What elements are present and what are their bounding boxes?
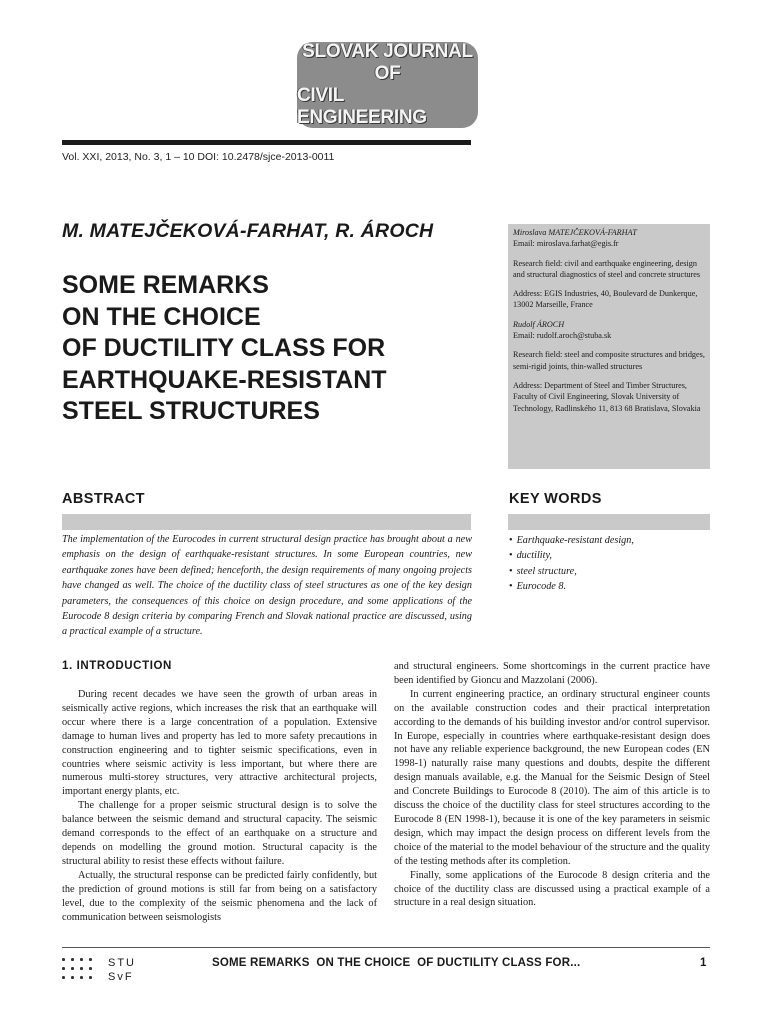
author1-email: Email: miroslava.farhat@egis.fr [513,239,619,249]
author1-research-field: Research field: civil and earthquake engineering, design and structural diagnostics of steel and concrete structures [513,258,701,279]
title-line: EARTHQUAKE-RESISTANT [62,365,387,394]
body-paragraph: The challenge for a proper seismic structural design is to solve the balance between the seismic demand and structural capacity. The seismic demand corresponds to the effect of an earthquake on a structure and depends on modelling the ground motion. Structural capacity is the structural ability to resist these effects without failure. [62,800,377,867]
author-info-box [508,224,710,469]
keywords-list [509,533,709,595]
author1-address: Address: EGIS Industries, 40, Boulevard de Dunkerque, 13002 Marseille, France [513,289,698,310]
body-column-left [62,688,377,924]
keyword-item: • Eurocode 8. [509,579,709,594]
body-paragraph: and structural engineers. Some shortcomings in the current practice have been identified by Gioncu and Mazzolani (2006). [394,661,710,686]
abstract-heading: ABSTRACT [62,491,145,507]
keyword-item: • steel structure, [509,564,709,579]
body-paragraph: Actually, the structural response can be predicted fairly confidently, but the prediction of ground motions is still far from being on a satisfactory level, due to the complexity of the seismic phenomena and the lack of communication between seismologists [62,869,377,923]
abstract-heading-bar [62,514,471,530]
title-line: SOME REMARKS [62,271,269,299]
title-line: STEEL STRUCTURES [62,397,320,425]
author2-address: Address: Department of Steel and Timber Structures, Faculty of Civil Engineering, Slovak University of Technology, Radlinského 11, 813 68 Bratislava, Slovakia [513,380,701,413]
logo-text-line-1: STU [108,957,136,969]
body-column-right [394,660,710,910]
logo-text-line-2: SvF [108,971,134,983]
article-title [62,270,462,428]
author2-email: Email: rudolf.aroch@stuba.sk [513,331,612,341]
article-authors: M. MATEJČEKOVÁ-FARHAT, R. ÁROCH [62,220,434,242]
title-line: ON THE CHOICE [62,302,261,331]
journal-name-line-2: OF [374,63,401,84]
author2-research-field: Research field: steel and composite structures and bridges, semi-rigid joints, thin-walled structures [513,350,705,371]
keywords-heading: KEY WORDS [509,491,602,507]
page-number: 1 [700,957,707,969]
journal-logo [297,42,478,128]
body-paragraph: In current engineering practice, an ordinary structural engineer counts on the available construction codes and their practical interpretation according to the demands of his building investor and/or control supervisor. In Europe, especially in countries where earthquake-resistant design does not have any reliable experience background, the new European codes (EN 1998-1) naturally raise many questions and doubts, despite the different design manuals available, e.g. the Manual for the Seismic Design of Steel and Concrete Buildings to Eurocode 8 (2010). The aim of this article is to discuss the choice of the ductility class for steel structures according to the Eurocode 8 (EN 1998-1), because it is one of the key parameters in seismic design, which may impact the design process on different levels from the choice of the material to the model behaviour of the structure and the quality of the testing methods after its completion. [394,688,710,867]
stu-dots-logo-icon [62,958,100,984]
author1-name: Miroslava MATEJČEKOVÁ-FARHAT [513,228,637,237]
volume-doi-line: Vol. XXI, 2013, No. 3, 1 – 10 DOI: 10.2478/sjce-2013-0011 [62,151,335,163]
footer-rule [62,947,710,948]
introduction-heading: 1. INTRODUCTION [62,660,172,672]
keyword-item: • Earthquake-resistant design, [509,533,709,548]
journal-name-line-3: CIVIL ENGINEERING [297,85,427,128]
keyword-item: • ductility, [509,548,709,563]
header-rule [62,140,471,145]
title-line: OF DUCTILITY CLASS FOR [62,334,386,362]
author2-name: Rudolf ÁROCH [513,319,565,329]
body-paragraph: During recent decades we have seen the growth of urban areas in seismically active regions, which increases the risk that an earthquake will occur where there is a large concentration of a population. Extensive damage to human lives and property has led to more safety precautions in construction engineering and to tighter seismic specifications, even in countries where seismic activity is less important, but where there are numerous multi-storey structures, very attractive architectural projects, important energy plants, etc. [62,689,377,798]
body-paragraph: Finally, some applications of the Eurocode 8 design criteria and the choice of the ductility class are discussed using a practical example of a structure in a real design situation. [394,869,710,909]
keywords-heading-bar [508,514,710,530]
running-title: SOME REMARKS ON THE CHOICE OF DUCTILITY CLASS FOR... [212,957,581,969]
university-logo-text [108,956,136,984]
abstract-text: The implementation of the Eurocodes in current structural design practice has brought about a new emphasis on the design of earthquake-resistant structures. In some European countries, new earthquake zones have been defined; henceforth, the design requirements of many ongoing projects have changed as well. The choice of the ductility class of steel structures as one of the key design parameters, the consequences of this choice on design procedure, and some applications of the Eurocode 8 design criteria by comparing French and Slovak national practice are discussed, using a practical example of a structure. [62,534,472,638]
journal-name-line-1: SLOVAK JOURNAL [302,41,473,62]
